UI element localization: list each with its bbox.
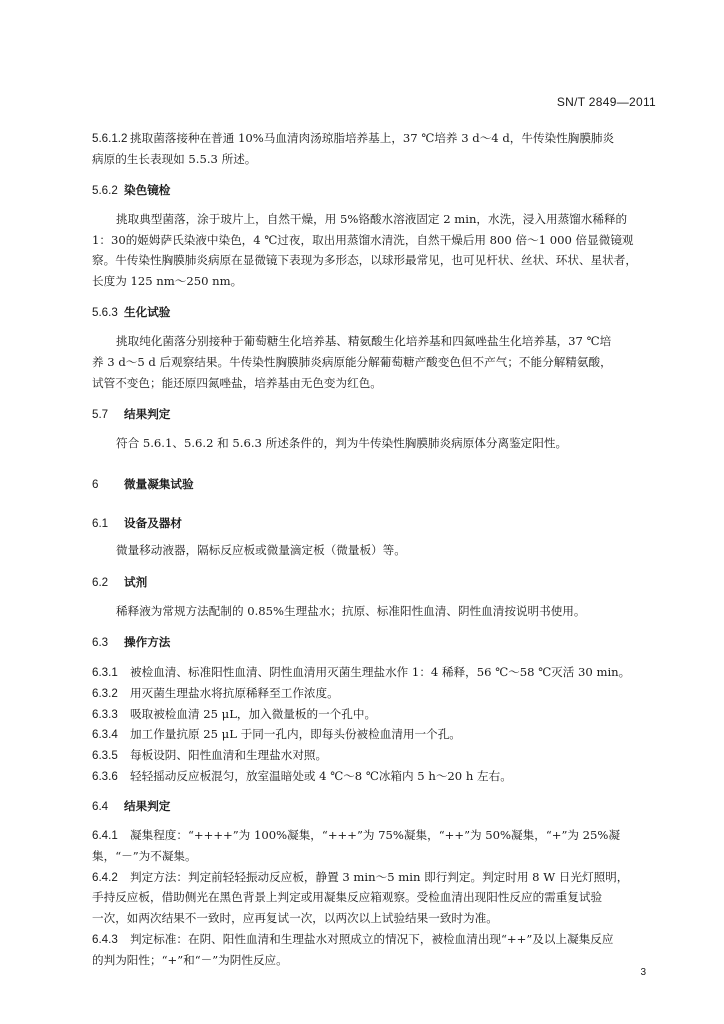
paragraph-5-6-2-line-1: 挑取典型菌落，涂于玻片上，自然干燥，用 5%铬酸水溶液固定 2 min，水洗，浸入用蒸馏水稀释的 (116, 212, 628, 226)
heading-title: 设备及器材 (124, 517, 182, 530)
heading-6-3 (92, 635, 662, 650)
clause-6-4-1-line-2: 集，“－”为不凝集。 (92, 849, 197, 863)
paragraph-5-6-3-line-1: 挑取纯化菌落分别接种于葡萄糖生化培养基、精氨酸生化培养基和四氮唑盐生化培养基，37 ℃培 (116, 334, 612, 348)
list-item (92, 748, 662, 763)
heading-5-6-3 (92, 305, 662, 320)
clause-6-4-2-line-1 (92, 870, 662, 885)
clause-number: 5.6.1.2 (92, 132, 128, 145)
heading-number: 5.6.2 (92, 184, 118, 197)
paragraph-5-7-line-1: 符合 5.6.1、5.6.2 和 5.6.3 所述条件的，判为牛传染性胸膜肺炎病原体分离鉴定阳性。 (116, 436, 568, 450)
heading-number: 6 (92, 478, 99, 491)
list-item (92, 707, 662, 722)
item-text: 加工作量抗原 25 μL 于同一孔内，即每头份被检血清用一个孔。 (130, 727, 461, 741)
heading-number: 5.6.3 (92, 306, 118, 319)
heading-number: 6.2 (92, 576, 109, 589)
paragraph-6-2-line-1: 稀释液为常规方法配制的 0.85%生理盐水；抗原、标准阳性血清、阴性血清按说明书使用。 (116, 604, 586, 618)
clause-5-6-1-2-line-1 (92, 131, 662, 146)
item-number: 6.3.4 (92, 728, 118, 741)
item-text: 每板设阴、阳性血清和生理盐水对照。 (130, 748, 328, 762)
clause-6-4-3-line-2: 的判为阳性；“+”和“－”为阴性反应。 (92, 953, 288, 967)
clause-6-4-3-line-1 (92, 932, 662, 947)
heading-title: 试剂 (124, 576, 148, 589)
heading-title: 结果判定 (124, 408, 171, 421)
list-item (92, 686, 662, 701)
item-number: 6.3.6 (92, 770, 118, 783)
clause-6-4-1-line-1 (92, 828, 662, 843)
heading-6-1 (92, 516, 662, 531)
item-text: 吸取被检血清 25 μL，加入微量板的一个孔中。 (130, 707, 377, 721)
heading-title: 微量凝集试验 (124, 478, 194, 491)
clause-text: 判定标准：在阴、阳性血清和生理盐水对照成立的情况下，被检血清出现“++”及以上凝集反应 (130, 932, 614, 946)
page-number: 3 (640, 967, 646, 978)
item-number: 6.3.5 (92, 749, 118, 762)
clause-number: 6.4.2 (92, 871, 118, 884)
paragraph-5-6-2-line-3: 察。牛传染性胸膜肺炎病原在显微镜下表现为多形态，以球形最常见，也可见杆状、丝状、环状、星状者， (92, 253, 637, 267)
item-number: 6.3.2 (92, 687, 118, 700)
clause-6-4-2-line-2: 手持反应板，借助侧光在黑色背景上判定或用凝集反应箱观察。受检血清出现阳性反应的需重复试验 (92, 890, 603, 904)
heading-title: 染色镜检 (124, 184, 171, 197)
clause-number: 6.4.1 (92, 829, 118, 842)
clause-text: 凝集程度：“++++”为 100%凝集，“+++”为 75%凝集，“++”为 50%凝集，“+”为 25%凝 (130, 828, 621, 842)
heading-6 (92, 477, 662, 492)
clause-number: 6.4.3 (92, 933, 118, 946)
clause-5-6-1-2-line-2: 病原的生长表现如 5.5.3 所述。 (92, 152, 257, 166)
heading-6-4 (92, 799, 662, 814)
list-item (92, 769, 662, 784)
paragraph-6-1-line-1: 微量移动液器，隔标反应板或微量滴定板（微量板）等。 (116, 543, 406, 557)
heading-title: 操作方法 (124, 636, 171, 649)
paragraph-5-6-2-line-4: 长度为 125 nm～250 nm。 (92, 274, 243, 288)
paragraph-5-6-2-line-2: 1：30的姬姆萨氏染液中染色，4 ℃过夜，取出用蒸馏水清洗，自然干燥后用 800 倍～1 000 倍显微镜观 (92, 233, 634, 247)
item-number: 6.3.1 (92, 666, 118, 679)
heading-title: 结果判定 (124, 800, 171, 813)
item-number: 6.3.3 (92, 708, 118, 721)
heading-number: 6.4 (92, 800, 109, 813)
item-text: 轻轻摇动反应板混匀，放室温暗处或 4 ℃～8 ℃冰箱内 5 h～20 h 左右。 (130, 769, 512, 783)
standard-number: SN/T 2849—2011 (556, 95, 656, 109)
clause-text: 挑取菌落接种在普通 10%马血清肉汤琼脂培养基上，37 ℃培养 3 d～4 d，牛传染性胸膜肺炎 (130, 131, 615, 145)
heading-6-2 (92, 575, 662, 590)
list-item (92, 665, 662, 680)
heading-title: 生化试验 (124, 306, 171, 319)
paragraph-5-6-3-line-2: 养 3 d～5 d 后观察结果。牛传染性胸膜肺炎病原能分解葡萄糖产酸变色但不产气；不能分解精氨酸， (92, 355, 612, 369)
heading-number: 5.7 (92, 408, 109, 421)
heading-5-7 (92, 407, 662, 422)
item-text: 被检血清、标准阳性血清、阴性血清用灭菌生理盐水作 1：4 稀释，56 ℃～58 ℃灭活 30 min。 (130, 665, 631, 679)
paragraph-5-6-3-line-3: 试管不变色；能还原四氮唑盐，培养基由无色变为红色。 (92, 376, 382, 390)
heading-number: 6.1 (92, 517, 109, 530)
list-item (92, 727, 662, 742)
clause-text: 判定方法：判定前轻轻振动反应板，静置 3 min～5 min 即行判定。判定时用 8 W 日光灯照明， (130, 870, 629, 884)
clause-6-4-2-line-3: 一次，如两次结果不一致时，应再复试一次，以两次以上试验结果一致时为准。 (92, 911, 498, 925)
heading-5-6-2 (92, 183, 662, 198)
heading-number: 6.3 (92, 636, 109, 649)
item-text: 用灭菌生理盐水将抗原稀释至工作浓度。 (130, 686, 339, 700)
